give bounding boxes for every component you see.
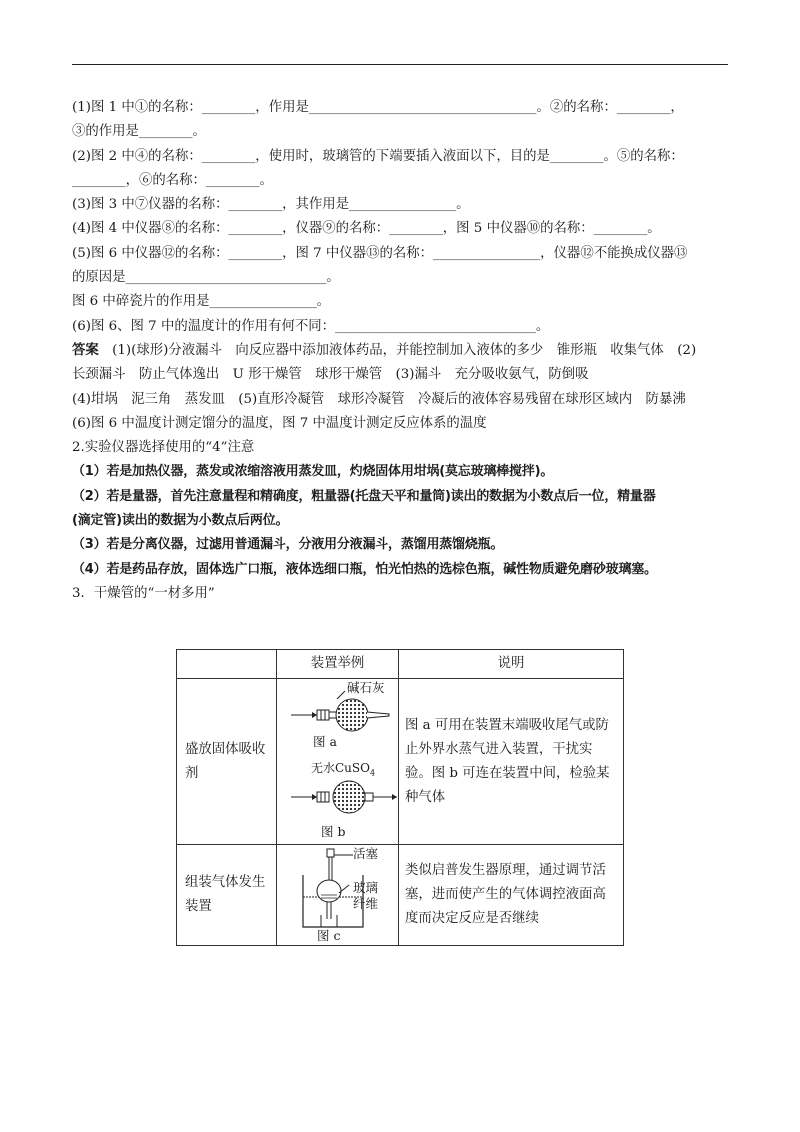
answer-line: 长颈漏斗 防止气体逸出 U 形干燥管 球形干燥管 (3)漏斗 充分吸收氨气，防倒吸 [72,367,589,383]
question-line: ________，⑥的名称：________。 [72,172,273,188]
document-body [72,96,728,606]
note-item: （4）若是药品存放，固体选广口瓶，液体选细口瓶，怕光怕热的选棕色瓶，碱性物质避免磨砂玻璃塞。 [72,561,657,577]
question-line: 图 6 中碎瓷片的作用是________________。 [72,294,331,310]
figure-caption: 图 b [320,824,346,839]
note-item: （3）若是分离仪器，过滤用普通漏斗，分液用分液漏斗，蒸馏用蒸馏烧瓶。 [72,537,504,553]
figure-label: 活塞 [352,846,378,861]
question-line: (5)图 6 中仪器⑫的名称：________，图 7 中仪器⑬的名称：________________，仪器⑫不能换成仪器⑬ [72,245,688,261]
answer-line: (6)图 6 中温度计测定馏分的温度，图 7 中温度计测定反应体系的温度 [72,415,487,431]
header-rule [72,64,728,65]
table-header: 装置举例 [276,650,398,679]
figure-label: 玻璃 [352,880,378,895]
answer-line [72,339,728,363]
table-header-row [177,650,624,679]
table-header: 说明 [398,650,623,679]
question-line: (4)图 4 中仪器⑧的名称：________，仪器⑨的名称：________，图 5 中仪器⑩的名称：________。 [72,221,661,237]
note-item: （2）若是量器，首先注意量程和精确度，粗量器(托盘天平和量筒)读出的数据为小数点后一位，精量器 [72,488,656,504]
use-cell: 组装气体发生装置 [177,845,277,946]
question-line: 的原因是______________________________。 [72,270,340,286]
question-line: ③的作用是________。 [72,124,206,140]
figure-cell [276,845,398,946]
table-row [177,845,624,946]
figure-caption: 图 a [312,734,337,749]
answer-line: (4)坩埚 泥三角 蒸发皿 (5)直形冷凝管 球形冷凝管 冷凝后的液体容易残留在球形区域内 防暴沸 [72,391,686,407]
figure-label: 纤维 [352,896,378,911]
section-title: 2.实验仪器选择使用的“4”注意 [72,440,255,456]
drying-tube-a-icon [291,691,389,731]
table-row [177,679,624,845]
drying-tube-table [176,649,624,946]
figure-cell [276,679,398,845]
section-title: 3．干燥管的“一材多用” [72,585,215,601]
note-item: （1）若是加热仪器，蒸发或浓缩溶液用蒸发皿，灼烧固体用坩埚(莫忘玻璃棒搅拌)。 [72,464,554,480]
question-line: (3)图 3 中⑦仪器的名称：________，其作用是________________。 [72,197,470,213]
gas-generator-diagram [277,845,405,945]
figure-label: 无水CuSO$_4$ [310,761,376,778]
note-item: (滴定管)读出的数据为小数点后两位。 [72,513,289,529]
question-line: (6)图 6、图 7 中的温度计的作用有何不同：______________________________。 [72,318,550,334]
drying-tube-b-icon [291,781,397,813]
figure-label: 碱石灰 [346,680,385,695]
answer-text: (1)(球形)分液漏斗 向反应器中添加液体药品，并能控制加入液体的多少 锥形瓶 收集气体 (2) [112,342,697,358]
use-cell: 盛放固体吸收剂 [177,679,277,845]
answer-label: 答案 [72,342,99,358]
table-header [177,650,277,679]
note-cell: 类似启普发生器原理，通过调节活塞，进而使产生的气体调控液面高度而决定反应是否继续 [398,845,623,946]
figure-caption: 图 c [316,928,341,943]
note-cell: 图 a 可用在装置末端吸收尾气或防止外界水蒸气进入装置，干扰实验。图 b 可连在装置中间，检验某种气体 [398,679,623,845]
question-line: (1)图 1 中①的名称：________，作用是__________________________________。②的名称：________， [72,100,684,115]
question-line: (2)图 2 中④的名称：________，使用时，玻璃管的下端要插入液面以下，目的是________。⑤的名称： [72,148,684,164]
